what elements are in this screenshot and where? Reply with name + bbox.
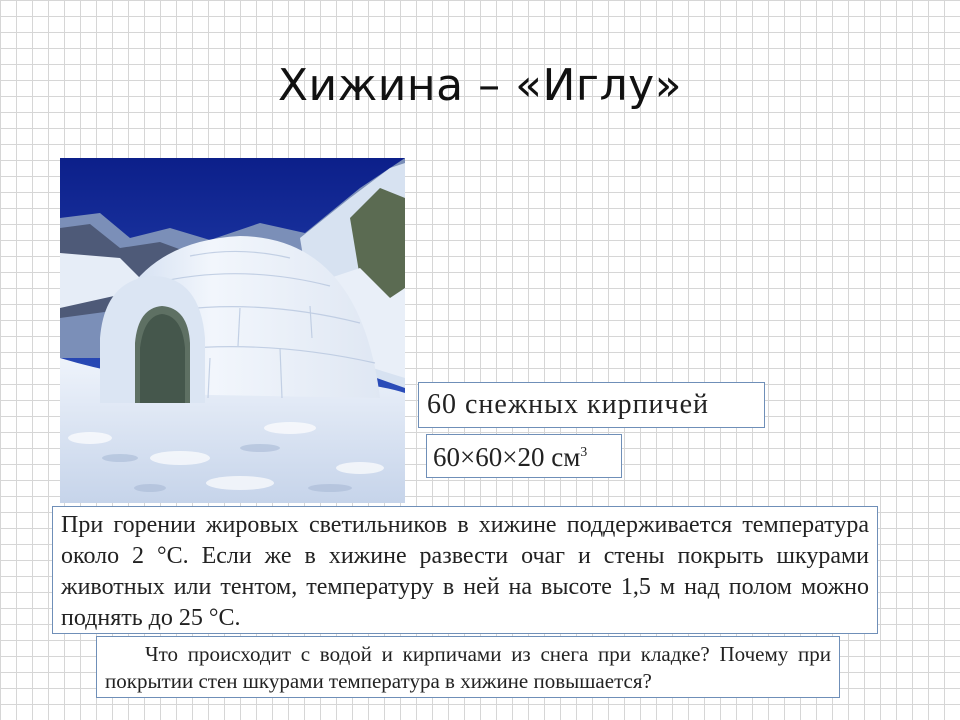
brick-size-text: 60×60×20 см — [433, 442, 581, 472]
bricks-count-box — [418, 382, 765, 428]
bricks-count-text: 60 снежных кирпичей — [427, 389, 710, 420]
description-box — [52, 506, 878, 634]
description-text: При горении жировых светильников в хижине поддерживается температура около 2 °С. Если же в хижине развести очаг и стены покрыть шкурами животных или тентом, температуру в ней на высоте 1,5 м над полом можно поднять до 25 °С. — [61, 512, 869, 631]
igloo-photo — [60, 158, 405, 503]
question-box — [96, 636, 840, 698]
brick-size-box — [426, 434, 622, 478]
brick-size-exponent: 3 — [580, 445, 588, 460]
slide-title: Хижина – «Иглу» — [277, 60, 683, 111]
question-text: Что происходит с водой и кирпичами из снега при кладке? Почему при покрытии стен шкурами температура в хижине повышается? — [105, 642, 831, 693]
